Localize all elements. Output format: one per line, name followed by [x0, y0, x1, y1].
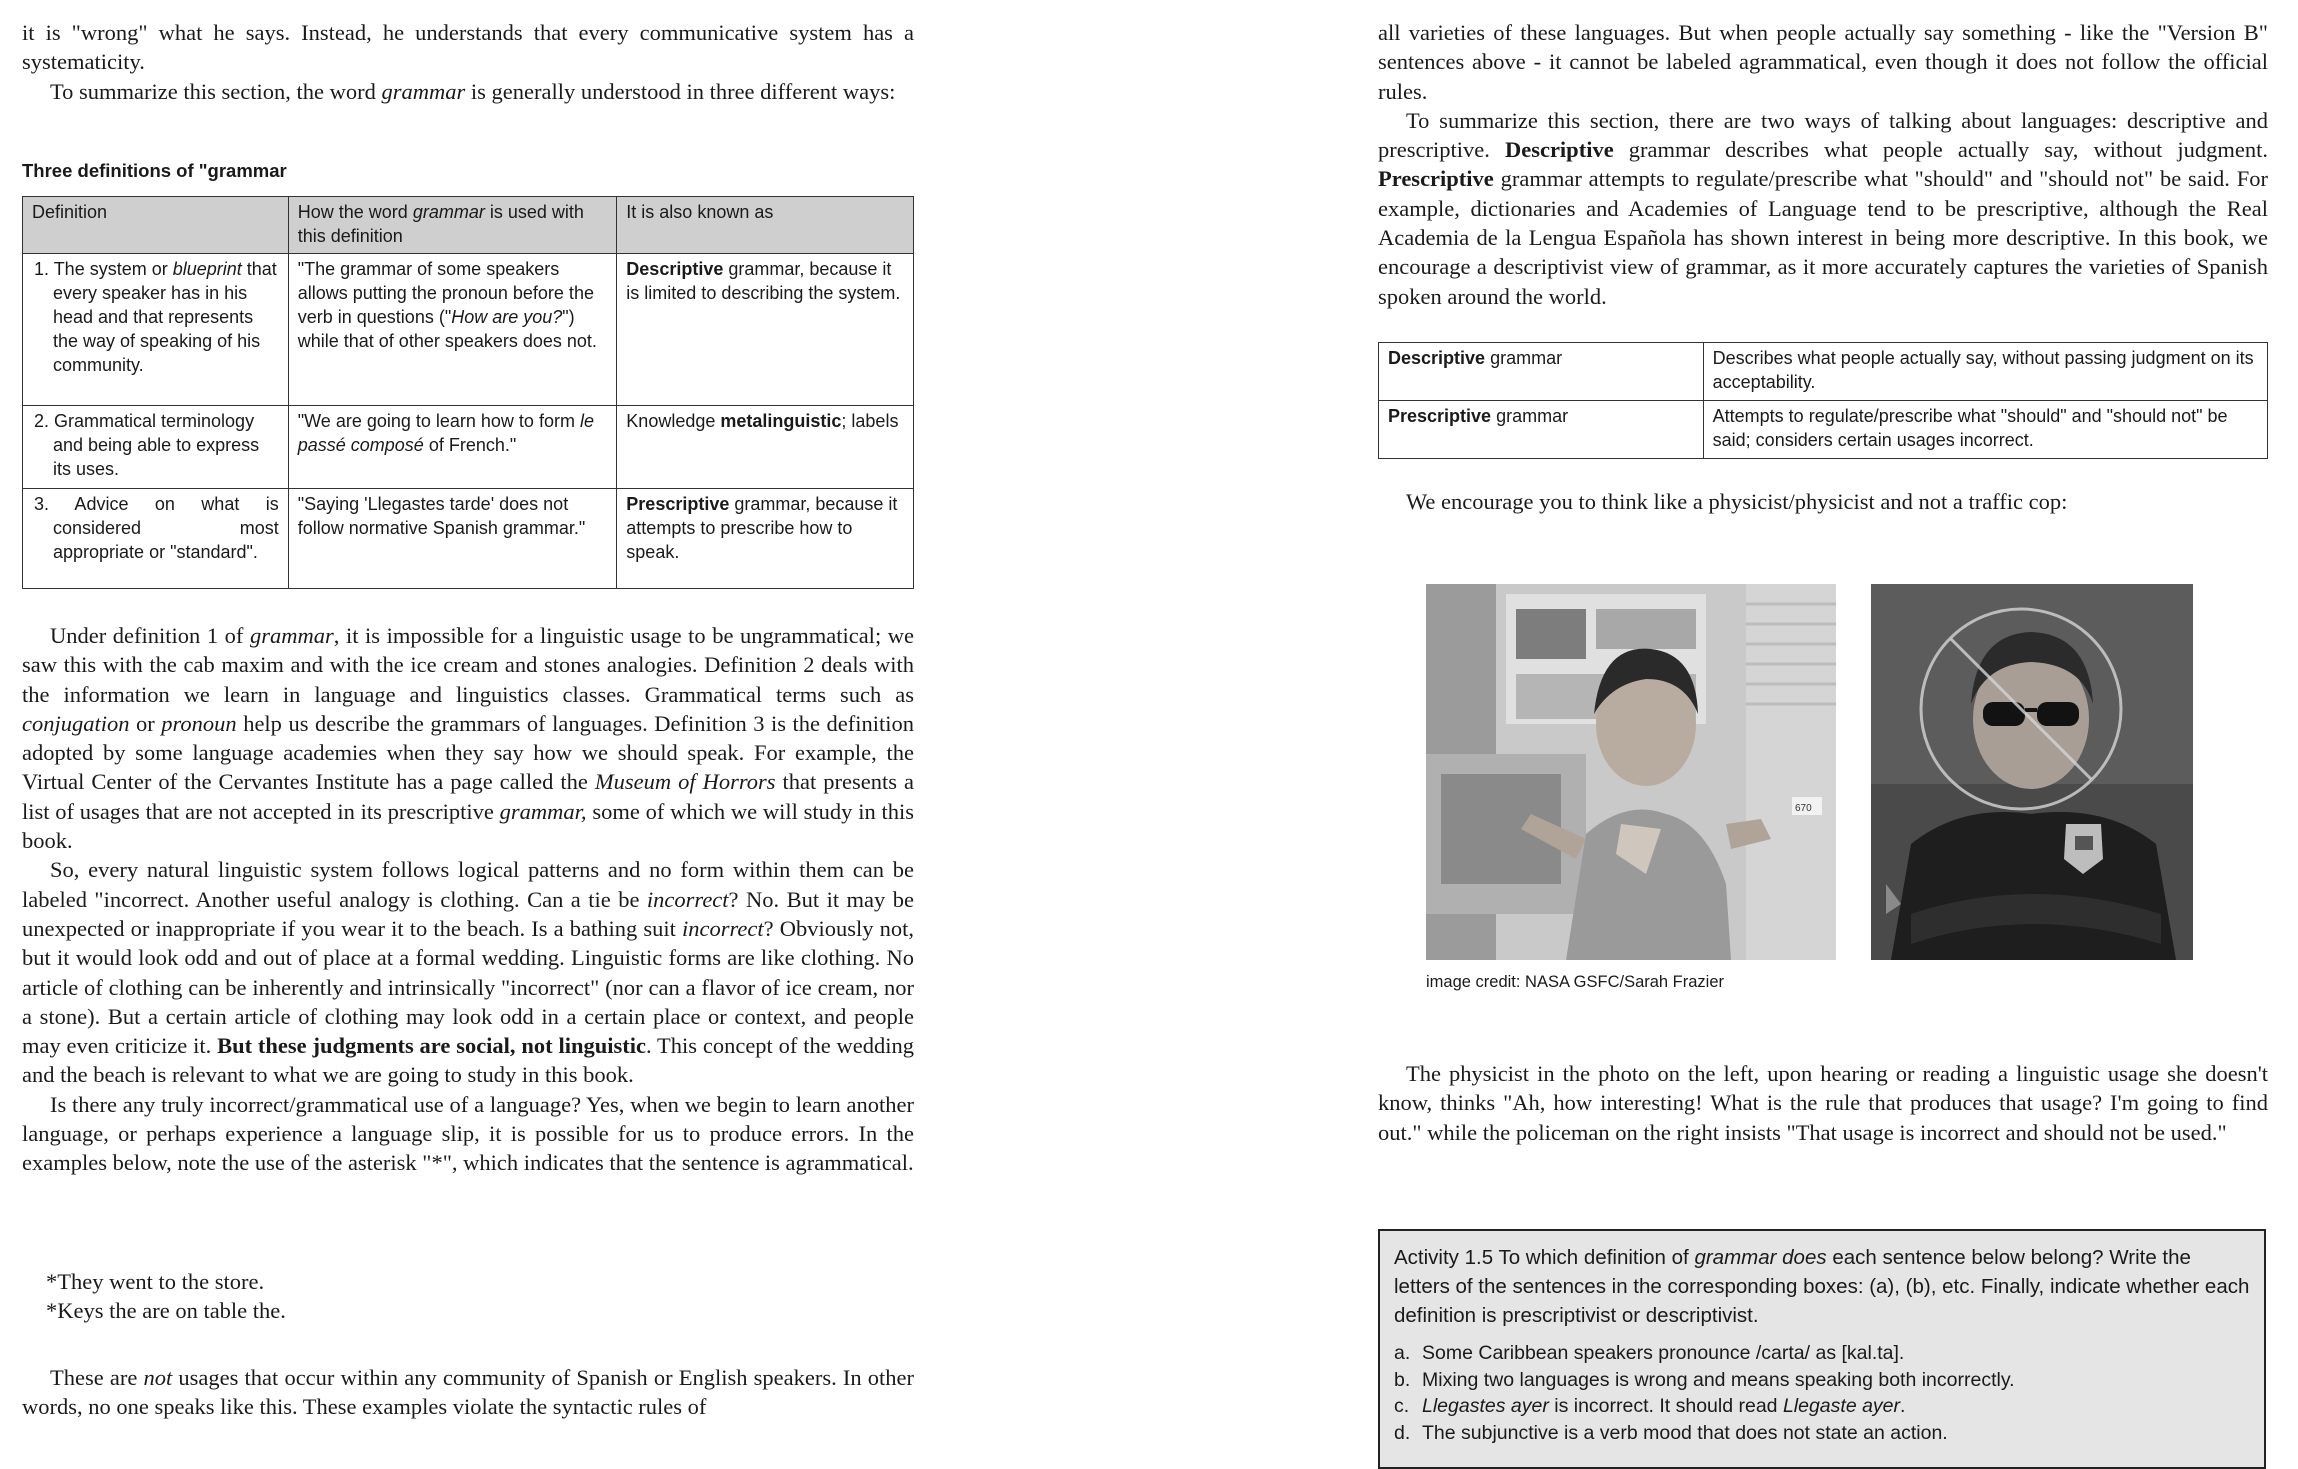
comparison-table	[1378, 342, 2268, 459]
right-page	[1378, 0, 2268, 1462]
left-page	[22, 0, 914, 1462]
activity-items	[1394, 1340, 2250, 1446]
definitions-table	[22, 196, 914, 589]
paragraph-errors: Is there any truly incorrect/grammatical use of a language? Yes, when we begin to learn another language, or perhaps experience a language slip, it is possible for us to produce errors. In the examples below, note the use of the asterisk "*", which indicates that the sentence is agrammatical.	[22, 1091, 914, 1176]
row2-known-as: Knowledge metalinguistic; labels	[617, 406, 914, 489]
police-officer-photo	[1871, 584, 2193, 960]
table-caption: Three definitions of "grammar	[22, 160, 287, 181]
paragraph-version-b: all varieties of these languages. But when people actually say something - like the "Version B" sentences above - it cannot be labeled agrammatical, even though it does not follow the official rules.	[1378, 20, 2268, 104]
paragraph-systematicity: it is "wrong" what he says. Instead, he understands that every communicative system has a systematicity.	[22, 20, 914, 75]
summary-text: To summarize this section, the word grammar is generally understood in three different ways:	[50, 78, 896, 104]
activity-prompt: Activity 1.5 To which definition of grammar does each sentence below belong? Write the letters of the sentences in the corresponding boxes: (a), (b), etc. Finally, indicate whether each definition is prescriptivist or descriptivist.	[1394, 1246, 2250, 1327]
header-usage: How the word grammar is used with this definition	[288, 197, 617, 254]
table-row	[23, 406, 914, 489]
table-row	[1379, 343, 2268, 401]
row1-definition: 1. The system or blueprint that every speaker has in his head and that represents the way of speaking of his community.	[23, 254, 289, 406]
row2-definition: 2. Grammatical terminology and being able to express its uses.	[23, 406, 289, 489]
paragraph-physicist: The physicist in the photo on the left, upon hearing or reading a linguistic usage she doesn't know, thinks "Ah, how interesting! What is the rule that produces that usage? I'm going to find out." while the policeman on the right insists "That usage is incorrect and should not be used."	[1378, 1061, 2268, 1145]
list-item: c. Llegastes ayer is incorrect. It should read Llegaste ayer.	[1394, 1395, 1906, 1417]
paragraph-definitions: Under definition 1 of grammar, it is impossible for a linguistic usage to be ungrammatical; we saw this with the cab maxim and with the ice cream and stones analogies. Definition 2 deals with the information we learn in language and linguistics classes. Grammatical terms such as conjugation or pronoun help us describe the grammars of languages. Definition 3 is the definition adopted by some language academies when they say how we should speak. For example, the Virtual Center of the Cervantes Institute has a page called the Museum of Horrors that presents a list of usages that are not accepted in its prescriptive grammar, some of which we will study in this book.	[22, 623, 915, 854]
table-row	[1379, 401, 2268, 459]
header-definition: Definition	[23, 197, 289, 254]
paragraph-summary-intro	[22, 77, 914, 106]
descriptive-desc: Describes what people actually say, without passing judgment on its acceptability.	[1703, 343, 2267, 401]
row1-known-as: Descriptive grammar, because it is limited to describing the system.	[617, 254, 914, 406]
row3-definition: 3. Advice on what is considered most appropriate or "standard".	[23, 489, 289, 589]
activity-box	[1378, 1229, 2266, 1469]
row1-usage: "The grammar of some speakers allows putting the pronoun before the verb in questions ("How are you?") while that of other speakers does not.	[288, 254, 617, 406]
descriptive-term: Descriptive grammar	[1379, 343, 1704, 401]
prescriptive-desc: Attempts to regulate/prescribe what "should" and "should not" be said; considers certain usages incorrect.	[1703, 401, 2267, 459]
room-number: 670	[1795, 803, 1812, 814]
prescriptive-term: Prescriptive grammar	[1379, 401, 1704, 459]
row2-usage: "We are going to learn how to form le passé composé of French."	[288, 406, 617, 489]
encourage-line: We encourage you to think like a physicist/physicist and not a traffic cop:	[1406, 489, 2068, 514]
paragraph-not-usages: These are not usages that occur within any community of Spanish or English speakers. In other words, no one speaks like this. These examples violate the syntactic rules of	[22, 1365, 914, 1420]
header-known-as: It is also known as	[617, 197, 914, 254]
example-sentence-2: *Keys the are on table the.	[46, 1298, 286, 1323]
table-row	[23, 489, 914, 589]
paragraph-two-ways: To summarize this section, there are two ways of talking about languages: descriptive and prescriptive. Descriptive grammar describes what people actually say, without judgment. Prescriptive grammar attempts to regulate/prescribe what "should" and "should not" be said. For example, dictionaries and Academies of Language tend to be prescriptive, although the Real Academia de la Lengua Española has shown interest in being more descriptive. In this book, we encourage a descriptivist view of grammar, as it more accurately captures the varieties of Spanish spoken around the world.	[1378, 107, 2268, 309]
row3-usage: "Saying 'Llegastes tarde' does not follow normative Spanish grammar."	[288, 489, 617, 589]
example-sentence-1: *They went to the store.	[46, 1269, 265, 1294]
paragraph-clothing: So, every natural linguistic system follows logical patterns and no form within them can be labeled "incorrect. Another useful analogy is clothing. Can a tie be incorrect? No. But it may be unexpected or inappropriate if you wear it to the beach. Is a bathing suit incorrect? Obviously not, but it would look odd and out of place at a formal wedding. Linguistic forms are like clothing. No article of clothing can be inherently and intrinsically "incorrect" (nor can a flavor of ice cream, nor a stone). But a certain article of clothing may look odd in a certain place or context, and people may even criticize it. But these judgments are social, not linguistic. This concept of the wedding and the beach is relevant to what we are going to study in this book.	[22, 857, 914, 1088]
table-header-row	[23, 197, 914, 254]
table-row	[23, 254, 914, 406]
row3-known-as: Prescriptive grammar, because it attempts to prescribe how to speak.	[617, 489, 914, 589]
image-credit: image credit: NASA GSFC/Sarah Frazier	[1426, 973, 1725, 991]
physicist-photo	[1426, 584, 1836, 960]
list-item: b. Mixing two languages is wrong and means speaking both incorrectly.	[1394, 1368, 2015, 1391]
list-item: d. The subjunctive is a verb mood that does not state an action.	[1394, 1421, 1948, 1444]
list-item: a. Some Caribbean speakers pronounce /carta/ as [kal.ta].	[1394, 1342, 1905, 1364]
